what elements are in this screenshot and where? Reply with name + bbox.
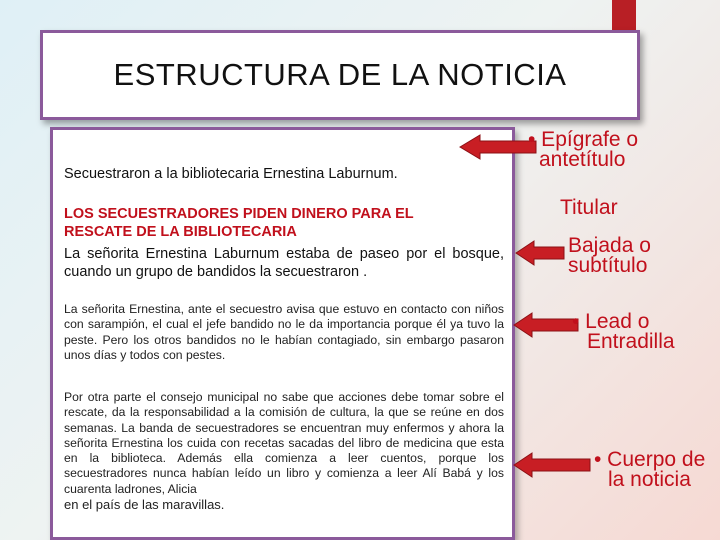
label-titular: Titular [560,196,618,219]
news-cuerpo-end: en el país de las maravillas. [64,497,225,513]
label-epigrafe-line1: • Epígrafe o [528,128,639,151]
title-box [40,30,640,120]
news-lead: La señorita Ernestina, ante el secuestro avisa que estuvo en contacto con niños con sarampión, el cual el jefe bandido no le da importancia porque él ya tuvo la peste. Pero los otros bandidos no le habían contagiado, sin embargo pasaron unos días y todos con pestes. [64,302,504,362]
label-cuerpo-line2: la noticia [608,468,691,491]
news-cuerpo-text: Por otra parte el consejo municipal no sabe que acciones debe tomar sobre el rescate, da la responsabilidad a la comisión de cultura, la que se reúne en dos semanas. La banda de secuestradores se encuentran muy enfermos y ahora la señorita Ernestina los cuida con recetas sacadas del libro de medicina que esta en la biblioteca. Además ella comienza a leer cuentos, porque los secuestradores nunca habían leído un libro y comienza a leer Alí Babá y los cuarenta ladrones, Alicia [64,390,504,496]
label-lead [572,312,675,352]
label-cuerpo-line1: • Cuerpo de [594,448,706,471]
news-bajada: La señorita Ernestina Laburnum estaba de paseo por el bosque, cuando un grupo de bandidos la secuestraron . [64,246,504,280]
slide-title: ESTRUCTURA DE LA NOTICIA [113,57,567,92]
news-titular [64,205,504,241]
label-cuerpo [594,450,705,490]
label-bajada-line2: subtítulo [568,254,648,277]
news-cuerpo [64,390,504,513]
label-epigrafe-line2: antetítulo [539,148,626,171]
label-bajada-line1: Bajada o [568,234,651,257]
news-article-box [50,127,515,540]
label-epigrafe [528,130,638,170]
news-epigrafe: Secuestraron a la bibliotecaria Ernestina Laburnum. [64,166,398,182]
arrow-cuerpo-icon [512,450,592,480]
arrow-bajada-icon [514,238,566,268]
news-titular-line2: RESCATE DE LA BIBLIOTECARIA [64,224,297,240]
label-bajada [568,236,651,276]
arrow-lead-icon [512,310,580,340]
label-lead-line1: • Lead o [572,310,650,333]
news-titular-line1: LOS SECUESTRADORES PIDEN DINERO PARA EL [64,206,414,222]
label-lead-line2: Entradilla [587,330,675,353]
